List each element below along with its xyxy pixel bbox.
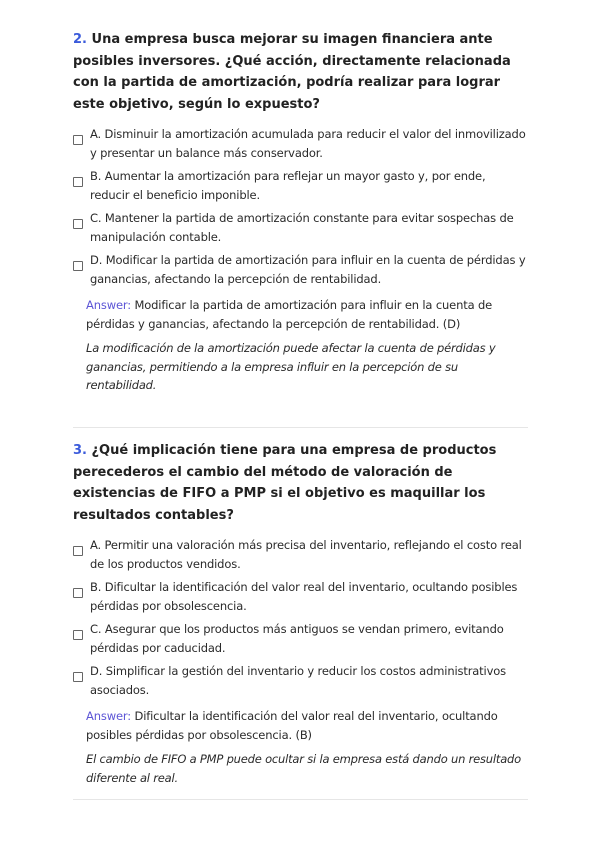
checkbox-icon[interactable]	[73, 630, 83, 640]
option-text: D. Simplificar la gestión del inventario y reducir los costos administrativos asociados.	[90, 664, 506, 697]
explanation: La modificación de la amortización puede afectar la cuenta de pérdidas y ganancias, permitiendo a la empresa influir en la percepción de su rentabilidad.	[86, 341, 496, 392]
option-text: C. Asegurar que los productos más antiguos se vendan primero, evitando pérdidas por caducidad.	[90, 622, 504, 655]
answer-block	[86, 296, 528, 395]
explanation: El cambio de FIFO a PMP puede ocultar si la empresa está dando un resultado diferente al real.	[86, 752, 521, 785]
question-text: ¿Qué implicación tiene para una empresa de productos perecederos el cambio del método de valoración de existencias de FIFO a PMP si el objetivo es maquillar los resultados contables?	[73, 443, 497, 523]
answer-text: Modificar la partida de amortización para influir en la cuenta de pérdidas y ganancias, afectando la percepción de rentabilidad. (D)	[86, 298, 493, 331]
option-b[interactable]	[73, 578, 528, 615]
option-a[interactable]	[73, 536, 528, 573]
option-text: D. Modificar la partida de amortización para influir en la cuenta de pérdidas y ganancias, afectando la percepción de rentabilidad.	[90, 253, 526, 286]
option-b[interactable]	[73, 167, 528, 204]
checkbox-icon[interactable]	[73, 177, 83, 187]
question-text: Una empresa busca mejorar su imagen financiera ante posibles inversores. ¿Qué acción, directamente relacionada con la partida de amortización, podría realizar para lograr este objetivo, según lo expuesto?	[73, 32, 511, 112]
checkbox-icon[interactable]	[73, 672, 83, 682]
answer-text: Dificultar la identificación del valor real del inventario, ocultando posibles pérdidas por obsolescencia. (B)	[86, 709, 498, 742]
question-title	[73, 29, 528, 115]
options-list	[73, 536, 528, 699]
question-title	[73, 440, 528, 526]
option-text: A. Permitir una valoración más precisa del inventario, reflejando el costo real de los productos vendidos.	[90, 538, 522, 571]
checkbox-icon[interactable]	[73, 588, 83, 598]
answer-label: Answer:	[86, 298, 131, 312]
checkbox-icon[interactable]	[73, 219, 83, 229]
option-text: B. Dificultar la identificación del valor real del inventario, ocultando posibles pérdidas por obsolescencia.	[90, 580, 518, 613]
option-c[interactable]	[73, 620, 528, 657]
question-number: 3.	[73, 443, 87, 458]
option-d[interactable]	[73, 662, 528, 699]
option-d[interactable]	[73, 251, 528, 288]
checkbox-icon[interactable]	[73, 261, 83, 271]
option-text: A. Disminuir la amortización acumulada para reducir el valor del inmovilizado y presentar un balance más conservador.	[90, 127, 526, 160]
answer-block	[86, 707, 528, 787]
divider	[73, 799, 528, 800]
answer	[86, 296, 528, 333]
question-3	[73, 440, 528, 787]
option-text: B. Aumentar la amortización para reflejar un mayor gasto y, por ende, reducir el beneficio imponible.	[90, 169, 486, 202]
divider	[73, 427, 528, 428]
options-list	[73, 125, 528, 288]
option-c[interactable]	[73, 209, 528, 246]
question-2	[73, 29, 528, 395]
checkbox-icon[interactable]	[73, 546, 83, 556]
option-a[interactable]	[73, 125, 528, 162]
answer	[86, 707, 528, 744]
option-text: C. Mantener la partida de amortización constante para evitar sospechas de manipulación contable.	[90, 211, 514, 244]
checkbox-icon[interactable]	[73, 135, 83, 145]
question-number: 2.	[73, 32, 87, 47]
answer-label: Answer:	[86, 709, 131, 723]
